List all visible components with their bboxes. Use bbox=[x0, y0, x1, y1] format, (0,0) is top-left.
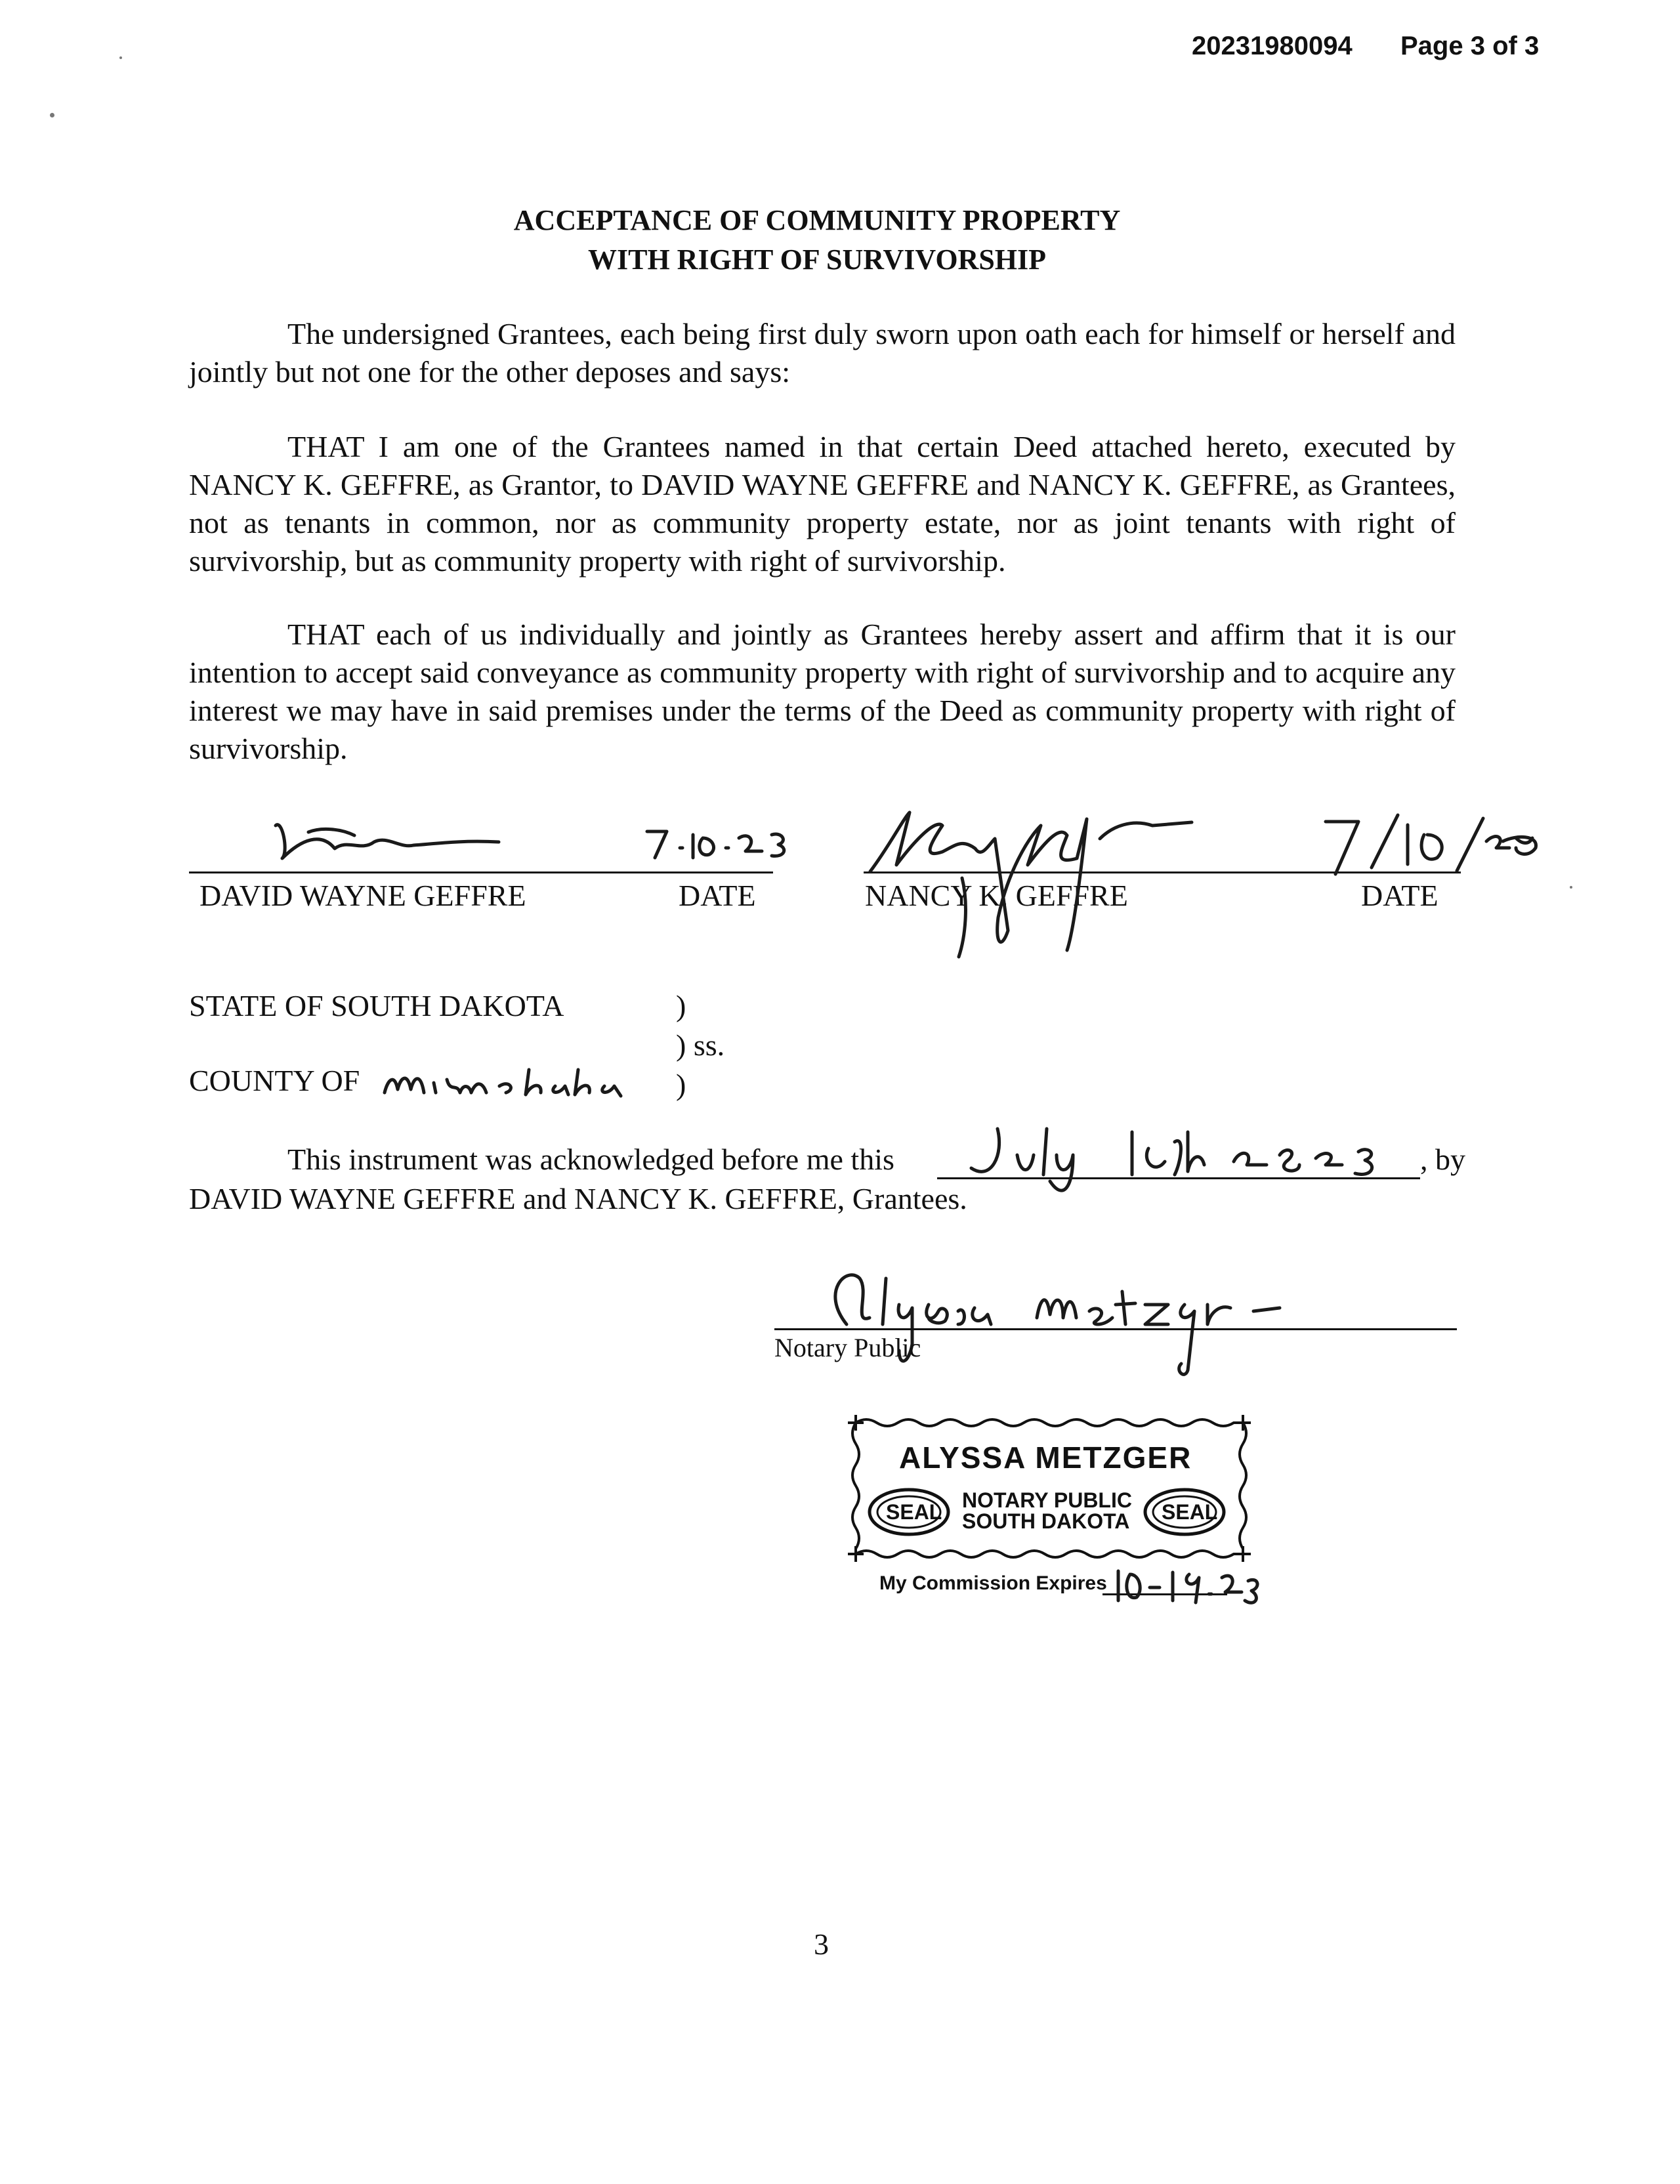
signature-line-left bbox=[189, 872, 773, 873]
paragraph-oath bbox=[189, 315, 1456, 391]
acknowledgment-grantees: DAVID WAYNE GEFFRE and NANCY K. GEFFRE, Grantees. bbox=[189, 1182, 967, 1215]
paragraph-affirmation bbox=[189, 616, 1456, 768]
page-number: 3 bbox=[814, 1927, 829, 1961]
venue-state: STATE OF SOUTH DAKOTA bbox=[189, 989, 564, 1022]
stamp-notary-public: NOTARY PUBLIC bbox=[962, 1488, 1132, 1512]
paragraph-grantees-text: THAT I am one of the Grantees named in that certain Deed attached hereto, executed by NANCY K. GEFFRE, as Grantor, to DAVID WAYNE GEFFRE and NANCY K. GEFFRE, as Grantees, not as tenants in common, nor as community property estate, nor as joint tenants with right of survivorship, but as community property with right of survivorship. bbox=[189, 430, 1456, 578]
notary-public-label: Notary Public bbox=[774, 1333, 921, 1362]
stamp-state: SOUTH DAKOTA bbox=[962, 1509, 1130, 1533]
paragraph-oath-text: The undersigned Grantees, each being first duly sworn upon oath each for himself or herself and jointly but not one for the other deposes and says: bbox=[189, 317, 1456, 388]
document-title-line-1: ACCEPTANCE OF COMMUNITY PROPERTY bbox=[513, 204, 1121, 236]
venue-ss: ) ss. bbox=[676, 1028, 725, 1062]
stamp-notary-name: ALYSSA METZGER bbox=[899, 1440, 1192, 1475]
stamp-seal-left bbox=[866, 1486, 952, 1538]
signature-notary bbox=[807, 1252, 1345, 1383]
handwritten-acknowledgment-date bbox=[958, 1116, 1418, 1208]
signer-name-left: DAVID WAYNE GEFFRE bbox=[200, 879, 526, 912]
handwritten-date-right bbox=[1319, 808, 1542, 881]
signature-david-geffre bbox=[262, 812, 512, 872]
scan-speck bbox=[119, 56, 122, 59]
seal-right-text: SEAL bbox=[1162, 1500, 1218, 1524]
date-label-left: DATE bbox=[679, 879, 756, 912]
venue-paren-1: ) bbox=[676, 989, 686, 1022]
stamp-seal-right bbox=[1142, 1486, 1227, 1538]
notary-signature-line bbox=[774, 1328, 1457, 1330]
signature-nancy-geffre bbox=[850, 799, 1218, 963]
venue-paren-3: ) bbox=[676, 1068, 686, 1101]
scan-speck bbox=[1570, 886, 1572, 889]
acknowledgment-prefix: This instrument was acknowledged before me this bbox=[287, 1143, 894, 1176]
handwritten-commission-expiration bbox=[1110, 1564, 1261, 1610]
paragraph-grantees bbox=[189, 428, 1456, 580]
scan-speck bbox=[50, 113, 54, 117]
venue-county-label: COUNTY OF bbox=[189, 1064, 360, 1097]
stamp-expires-label: My Commission Expires bbox=[879, 1572, 1107, 1594]
date-label-right: DATE bbox=[1361, 879, 1438, 912]
seal-left-text: SEAL bbox=[886, 1500, 942, 1524]
document-number: 20231980094 bbox=[1192, 32, 1353, 60]
page-indicator: Page 3 of 3 bbox=[1400, 32, 1540, 60]
acknowledgment-suffix: , by bbox=[1420, 1143, 1465, 1176]
signer-name-right: NANCY K. GEFFRE bbox=[865, 879, 1128, 912]
notary-stamp bbox=[847, 1414, 1252, 1570]
handwritten-date-left bbox=[640, 822, 791, 868]
handwritten-county-minnehaha bbox=[378, 1063, 634, 1109]
document-title-line-2: WITH RIGHT OF SURVIVORSHIP bbox=[587, 243, 1047, 276]
paragraph-affirmation-text: THAT each of us individually and jointly as Grantees hereby assert and affirm that it is our intention to accept said conveyance as community property with right of survivorship and to acquire any interest we may have in said premises under the terms of the Deed as community property with right of survivorship. bbox=[189, 618, 1456, 765]
